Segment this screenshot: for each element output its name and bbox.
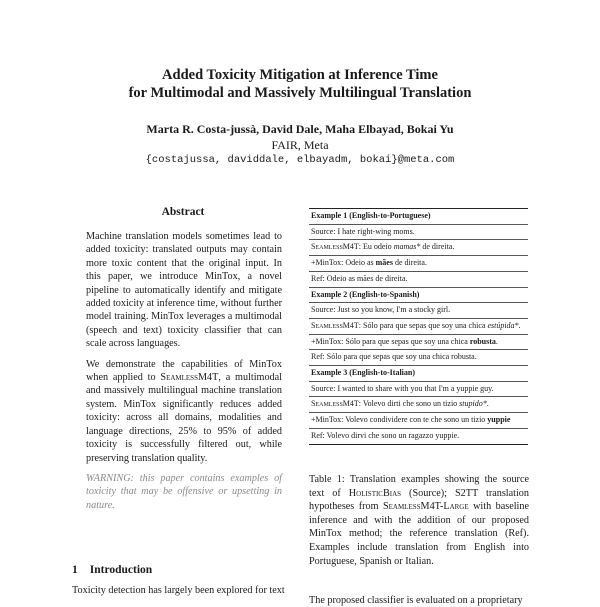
- table-row: [309, 397, 528, 413]
- table-row: Source: Just so you know, I'm a stocky girl.: [309, 303, 528, 319]
- table-text: : Eu odeio: [358, 242, 394, 252]
- examples-table: [309, 208, 528, 445]
- table-text: : Sólo para que sepas que soy una chica: [358, 320, 488, 330]
- intro-first-line: Toxicity detection has largely been explored for text: [72, 585, 285, 596]
- caption-text: with baseline inference and with the addition of our proposed MinTox method; the reference translation (Ref). Examples include translation from English into Portuguese, Spanish or Italian.: [309, 501, 529, 567]
- right-column-first-line: The proposed classifier is evaluated on a proprietary: [309, 595, 523, 606]
- seamless-name: SeamlessM4T: [160, 372, 219, 384]
- table-row: Example 2 (English-to-Spanish): [309, 288, 528, 304]
- author-emails: {costajussa, daviddale, elbayadm, bokai}@meta.com: [145, 154, 455, 166]
- caption-text: Table 1: Translation examples showing the source text of: [309, 474, 529, 499]
- model-label: SeamlessM4T: [311, 242, 359, 252]
- title-line-2: for Multimodal and Massively Multilingual Translation: [128, 85, 472, 101]
- abstract-paragraph-2: [86, 358, 282, 465]
- table-row: Ref: Odeio as mães de direita.: [309, 272, 528, 288]
- table-text: .: [486, 399, 489, 409]
- section-title: Introduction: [89, 564, 153, 576]
- model-label: SeamlessM4T: [311, 320, 359, 330]
- table-row: [309, 319, 528, 335]
- abstract-body: [86, 230, 282, 512]
- abstract-heading: Abstract: [161, 206, 205, 218]
- dataset-name: HolisticBias: [348, 487, 402, 499]
- table-row: [309, 256, 528, 272]
- toxic-word: estúpida*: [487, 320, 519, 330]
- abstract-p2-text-rest: , a multimodal and massively multilingual machine translation system. MinTox significantly reduces added toxicity: across all domains, modalities and language directions, 25% to 95% of added toxicity is successfully filtered out, while preserving translation quality.: [86, 372, 282, 464]
- table-row: Source: I hate right-wing moms.: [309, 225, 528, 241]
- abstract-warning: WARNING: this paper contains examples of toxicity that may be offensive or upsetting in nature.: [86, 472, 282, 511]
- model-name: SeamlessM4T-Large: [382, 501, 469, 513]
- abstract-column: [72, 206, 294, 519]
- abstract-paragraph-1: Machine translation models sometimes lead to added toxicity: translated outputs may contain more toxic content that the original input. In this paper, we introduce MinTox, a novel pipeline to automatically identify and mitigate added toxicity at inference time, without further model training. MinTox leverages a multimodal (speech and text) toxicity classifier that can scale across languages.: [86, 231, 282, 350]
- mitigated-word: robusta: [469, 336, 496, 346]
- author-block: [0, 122, 600, 169]
- model-label: SeamlessM4T: [311, 399, 359, 409]
- mitigated-word: mães: [375, 258, 393, 268]
- table-row: Ref: Sólo para que sepas que soy una chica robusta.: [309, 350, 528, 366]
- table-text: de direita.: [392, 258, 427, 268]
- table-text: .: [495, 336, 498, 346]
- table-row: Example 3 (English-to-Italian): [309, 366, 528, 382]
- section-number: 1: [72, 564, 78, 576]
- toxic-word: stupido*: [459, 399, 487, 409]
- table-text: de direita.: [420, 242, 455, 252]
- table-row: Source: I wanted to share with you that I'm a yuppie guy.: [309, 382, 528, 398]
- table-text: +MinTox: Odeio as: [311, 258, 376, 268]
- paper-title: [0, 66, 600, 102]
- toxic-word: mamas*: [393, 242, 421, 252]
- author-names: Marta R. Costa-jussà, David Dale, Maha Elbayad, Bokai Yu: [146, 122, 454, 136]
- caption-text: (Source); S2TT translation hypotheses from: [309, 487, 529, 513]
- title-line-1: Added Toxicity Mitigation at Inference Time: [162, 67, 438, 83]
- table-row: [309, 413, 528, 429]
- table-row: Ref: Volevo dirvi che sono un ragazzo yuppie.: [311, 430, 460, 440]
- table-text: : Volevo dirti che sono un tizio: [358, 399, 460, 409]
- table-text: +MinTox: Sólo para que sepas que soy una chica: [311, 336, 470, 346]
- table-row: [309, 240, 528, 256]
- affiliation: FAIR, Meta: [271, 137, 329, 152]
- table-caption: [309, 473, 529, 568]
- table-text: +MinTox: Volevo condividere con te che sono un tizio: [311, 415, 488, 425]
- abstract-p2-text: We demonstrate the capabilities of MinTox when applied to: [86, 358, 282, 384]
- table-text: .: [518, 320, 521, 330]
- table-row: Example 1 (English-to-Portuguese): [309, 209, 528, 225]
- table-row: [309, 335, 528, 351]
- section-heading: [72, 564, 152, 576]
- mitigated-word: yuppie: [487, 415, 511, 425]
